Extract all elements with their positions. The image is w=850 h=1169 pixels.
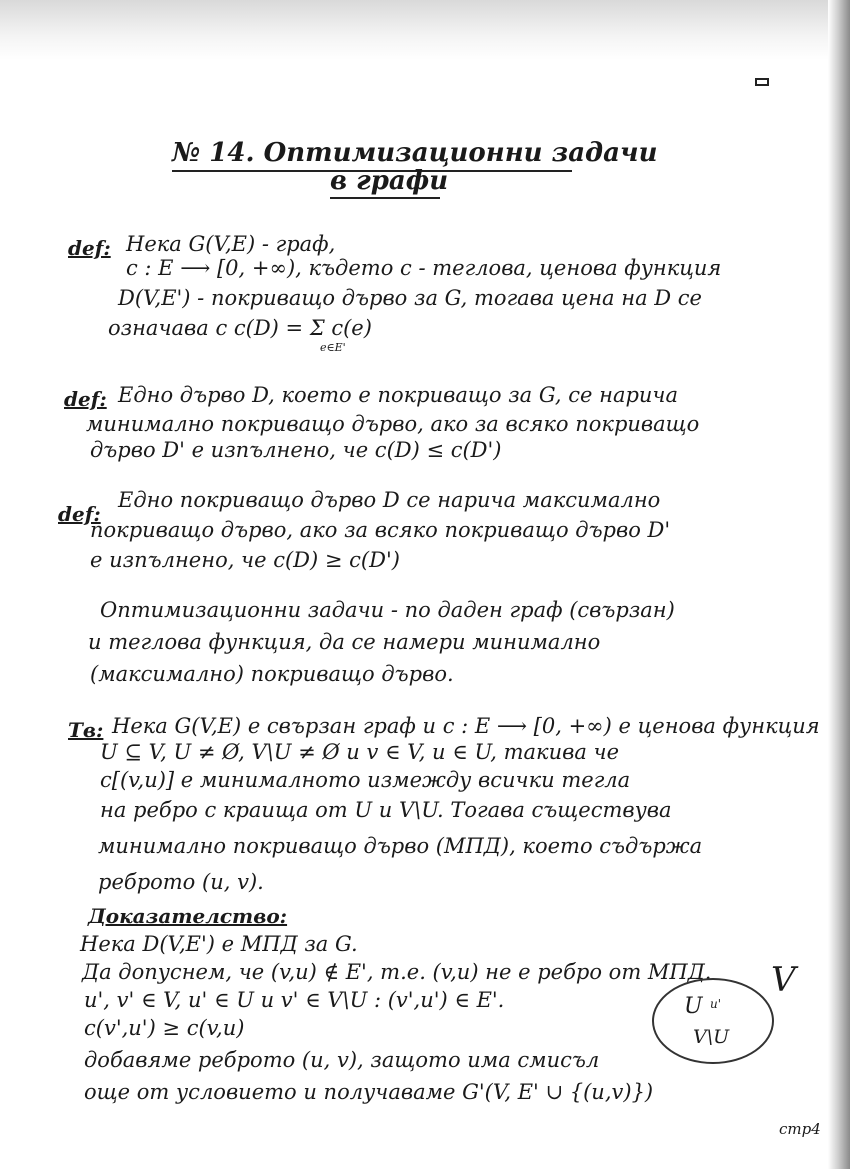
set-v-label: V <box>771 960 796 1000</box>
subtitle-underline <box>330 197 440 199</box>
page-title: № 14. Оптимизационни задачи <box>172 138 658 168</box>
proof-line: u', v' ∈ V, u' ∈ U и v' ∈ V\U : (v',u') ∈ E'. <box>84 988 505 1012</box>
set-diagram-oval <box>652 978 774 1064</box>
def2-line: минимално покриващо дърво, ако за всяко покриващо <box>86 412 700 436</box>
def1-line: c : E ⟶ [0, +∞), където с - теглова, ценова функция <box>126 256 722 280</box>
theorem-line: реброто (u, v). <box>98 870 264 894</box>
def1-line: D(V,E') - покриващо дърво за G, тогава цена на D се <box>118 286 702 310</box>
def3-line: е изпълнено, че c(D) ≥ c(D') <box>90 548 400 572</box>
page-subtitle: в графи <box>330 166 449 196</box>
problem-line: и теглова функция, да се намери минимално <box>88 630 601 654</box>
problem-line: (максимално) покриващо дърво. <box>90 662 454 686</box>
theorem-line: на ребро с краища от U и V\U. Тогава съществува <box>100 798 672 822</box>
def3-line: Едно покриващо дърво D се нарича максимално <box>118 488 661 512</box>
def1-label: def: <box>68 236 111 260</box>
proof-label: Доказателство: <box>88 904 288 928</box>
corner-box-mark <box>755 78 769 86</box>
scan-shadow-right <box>828 0 850 1169</box>
problem-line: Оптимизационни задачи - по даден граф (свързан) <box>100 598 675 622</box>
theorem-label: Тв: <box>68 718 104 742</box>
proof-line: още от условието и получаваме G'(V, E' ∪ {(u,v)}) <box>84 1080 654 1104</box>
proof-line: добавяме реброто (u, v), защото има смисъл <box>84 1048 600 1072</box>
proof-line: c(v',u') ≥ c(v,u) <box>84 1016 245 1040</box>
proof-line: Да допуснем, че (v,u) ∉ E', т.е. (v,u) не е ребро от МПД. <box>82 960 712 984</box>
page-number: стр4 <box>779 1120 821 1138</box>
def3-line: покриващо дърво, ако за всяко покриващо дърво D' <box>90 518 671 542</box>
def1-line: означава с c(D) = Σ c(e) <box>108 316 372 340</box>
def1-sum-subscript: e∈E' <box>320 341 346 354</box>
def2-label: def: <box>64 387 107 411</box>
theorem-line: Нека G(V,E) е свързан граф и c : E ⟶ [0, +∞) е ценова функция <box>112 714 820 738</box>
theorem-line: c[(v,u)] е минималното измежду всички тегла <box>100 768 631 792</box>
theorem-line: минимално покриващо дърво (МПД), което съдържа <box>98 834 703 858</box>
scan-shadow-top <box>0 0 850 60</box>
theorem-line: U ⊆ V, U ≠ Ø, V\U ≠ Ø и v ∈ V, u ∈ U, такива че <box>100 740 620 764</box>
def3-label: def: <box>58 502 101 526</box>
set-u-sub-label: u' <box>710 997 722 1011</box>
def1-line: Нека G(V,E) - граф, <box>126 232 336 256</box>
set-u-label: U <box>684 994 703 1019</box>
def2-line: дърво D' е изпълнено, че c(D) ≤ c(D') <box>90 438 502 462</box>
set-vu-label: V\U <box>693 1026 730 1048</box>
def2-line: Едно дърво D, което е покриващо за G, се нарича <box>118 383 679 407</box>
proof-line: Нека D(V,E') е МПД за G. <box>80 932 358 956</box>
